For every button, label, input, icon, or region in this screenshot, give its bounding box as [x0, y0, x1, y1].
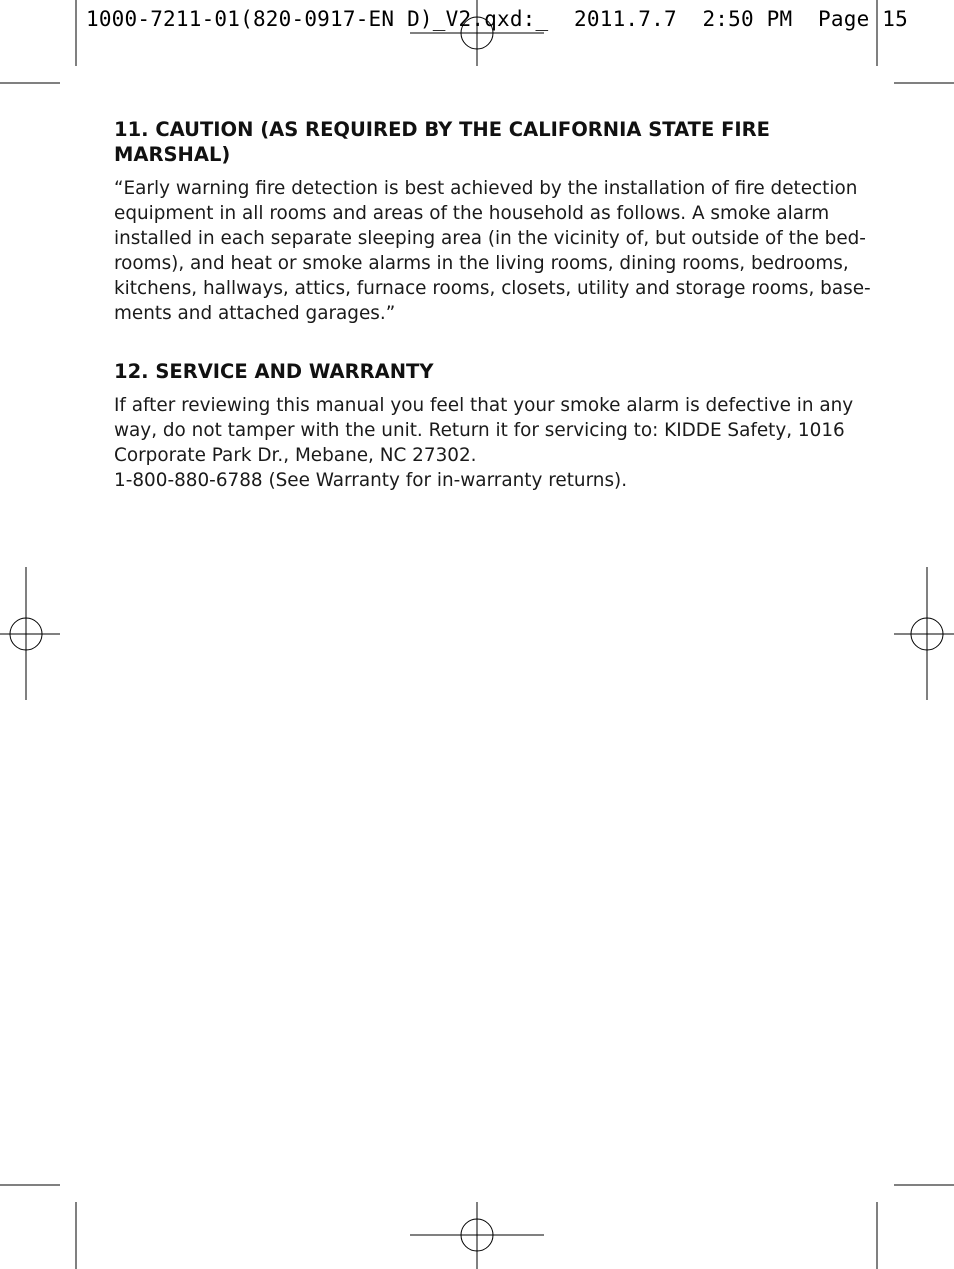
- body-line: “Early warning fire detection is best achieved by the installation of fire detection: [114, 178, 858, 199]
- phone-line: 1-800-880-6788 (See Warranty for in-warranty returns).: [114, 470, 628, 491]
- section-body: [114, 176, 871, 326]
- heading-line: 11. CAUTION (AS REQUIRED BY THE CALIFORNIA STATE FIRE: [114, 118, 770, 141]
- body-line: Corporate Park Dr., Mebane, NC 27302.: [114, 445, 477, 466]
- heading-line: 12. SERVICE AND WARRANTY: [114, 360, 434, 383]
- heading-line: MARSHAL): [114, 143, 231, 166]
- registration-mark-left: [0, 567, 60, 700]
- body-line: kitchens, hallways, attics, furnace rooms, closets, utility and storage rooms, base-: [114, 278, 871, 299]
- body-line: If after reviewing this manual you feel that your smoke alarm is defective in any: [114, 395, 854, 416]
- registration-mark-bottom: [410, 1202, 544, 1269]
- section-body: [114, 393, 854, 493]
- section-heading: [114, 359, 839, 384]
- body-line: installed in each separate sleeping area (in the vicinity of, but outside of the bed-: [114, 228, 866, 249]
- manual-page-content: [114, 117, 871, 526]
- body-line: way, do not tamper with the unit. Return it for servicing to: KIDDE Safety, 1016: [114, 420, 845, 441]
- body-line: equipment in all rooms and areas of the household as follows. A smoke alarm: [114, 203, 830, 224]
- registration-mark-right: [894, 567, 954, 700]
- print-slug: 1000-7211-01(820-0917-EN D)_V2.qxd:_ 2011.7.7 2:50 PM Page 15: [86, 7, 908, 31]
- body-line: ments and attached garages.”: [114, 303, 396, 324]
- section-caution: [114, 117, 871, 326]
- section-heading: [114, 117, 839, 167]
- section-service-warranty: [114, 359, 854, 493]
- body-line: rooms), and heat or smoke alarms in the living rooms, dining rooms, bedrooms,: [114, 253, 849, 274]
